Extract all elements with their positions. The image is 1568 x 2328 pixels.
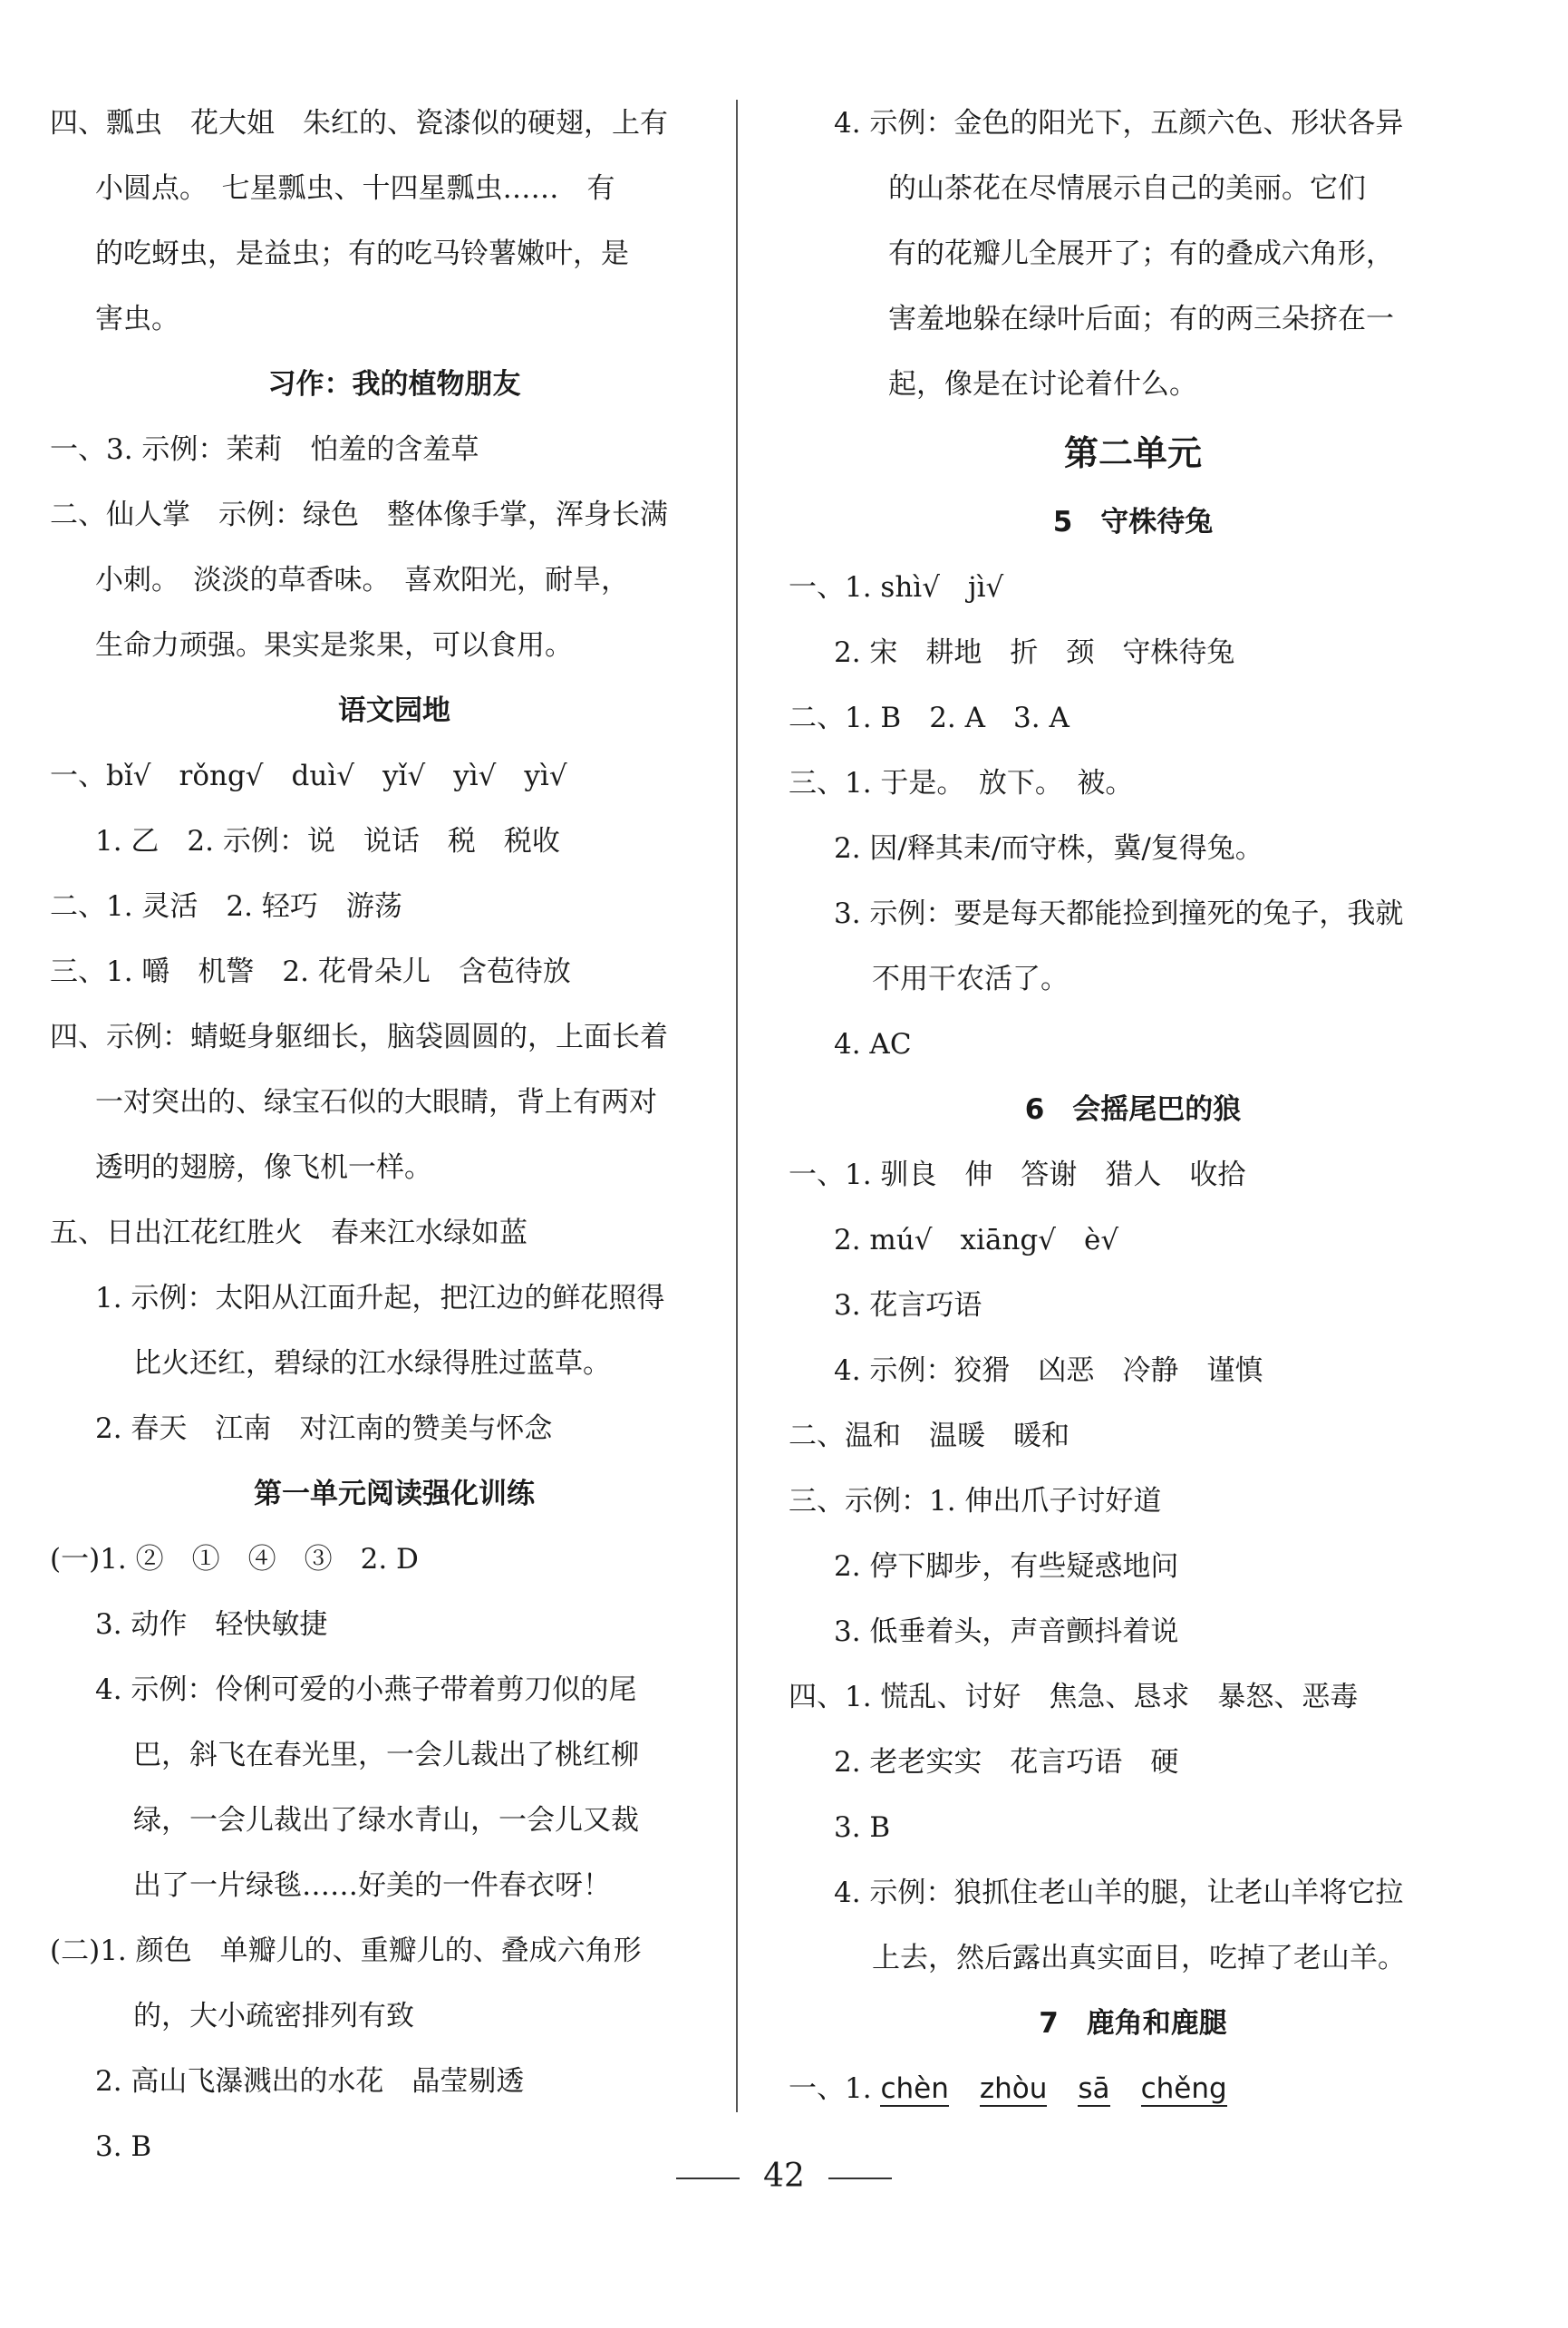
answer-line: 2. 春天 江南 对江南的赞美与怀念 (95, 1412, 553, 1445)
answer-line: 五、日出江花红胜火 春来江水绿如蓝 (50, 1217, 528, 1249)
pinyin-blank: sā (1078, 2072, 1110, 2105)
answer-line: 2. 老老实实 花言巧语 硬 (834, 1746, 1179, 1779)
answer-line: 一、1. 驯良 伸 答谢 猎人 收拾 (789, 1159, 1246, 1191)
answer-line: 上去，然后露出真实面目，吃掉了老山羊。 (872, 1942, 1406, 1974)
section-heading: 第一单元阅读强化训练 (254, 1478, 535, 1510)
answer-line: 害虫。 (95, 303, 179, 335)
left-column (50, 91, 739, 2179)
answer-line: 小刺。 淡淡的草香味。 喜欢阳光，耐旱， (95, 564, 629, 597)
answer-line: 起，像是在讨论着什么。 (888, 368, 1197, 401)
answer-line: 四、1. 慌乱、讨好 焦急、恳求 暴怒、恶毒 (789, 1681, 1359, 1713)
answer-line: 3. B (834, 1811, 891, 1844)
answer-line: 2. mú√ xiāng√ è√ (834, 1224, 1119, 1256)
answer-line: 生命力顽强。果实是浆果，可以食用。 (95, 629, 573, 662)
answer-line: 害羞地躲在绿叶后面；有的两三朵挤在一 (888, 303, 1394, 335)
answer-line: 的，大小疏密排列有致 (133, 2000, 414, 2032)
answer-line: 三、示例：1. 伸出爪子讨好道 (789, 1485, 1162, 1518)
section-heading: 5 守株待兔 (1052, 506, 1214, 538)
answer-line: 的山茶花在尽情展示自己的美丽。它们 (888, 172, 1366, 205)
answer-prefix: 一、1. (789, 2072, 881, 2105)
unit-title: 第二单元 (1063, 433, 1202, 473)
answer-line: 3. 示例：要是每天都能捡到撞死的兔子，我就 (834, 897, 1404, 930)
section-heading: 语文园地 (338, 694, 450, 727)
answer-line: 2. 宋 耕地 折 颈 守株待兔 (834, 636, 1235, 669)
answer-line: 1. 示例：太阳从江面升起，把江边的鲜花照得 (95, 1282, 665, 1314)
answer-line: 二、1. 灵活 2. 轻巧 游荡 (50, 890, 402, 923)
answer-line: 二、温和 温暖 暖和 (789, 1420, 1070, 1452)
answer-line: 3. B (95, 2130, 152, 2163)
section-heading: 7 鹿角和鹿腿 (1039, 2007, 1227, 2040)
answer-line: 小圆点。 七星瓢虫、十四星瓢虫…… 有 (95, 172, 615, 205)
footer-dash-left (676, 2178, 740, 2179)
pinyin-blank: chěng (1140, 2072, 1227, 2105)
right-column (789, 91, 1477, 2121)
answer-line: 四、示例：蜻蜓身躯细长，脑袋圆圆的，上面长着 (50, 1021, 668, 1053)
answer-line: 一、bǐ√ rǒng√ duì√ yǐ√ yì√ yì√ (50, 760, 567, 792)
answer-line: 三、1. 嚼 机警 2. 花骨朵儿 含苞待放 (50, 955, 571, 988)
pinyin-blank: zhòu (979, 2072, 1048, 2105)
answer-line: 比火还红，碧绿的江水绿得胜过蓝草。 (133, 1347, 611, 1380)
answer-line: (一)1. ② ① ④ ③ 2. D (50, 1543, 419, 1576)
answer-line: 不用干农活了。 (872, 963, 1069, 995)
answer-line: 二、1. B 2. A 3. A (789, 702, 1070, 734)
answer-line: 有的花瓣儿全展开了；有的叠成六角形， (888, 238, 1394, 270)
answer-line: 2. 因/释其耒/而守株，冀/复得兔。 (834, 832, 1263, 865)
answer-line: 的吃蚜虫，是益虫；有的吃马铃薯嫩叶，是 (95, 238, 629, 270)
answer-line: 4. AC (834, 1028, 912, 1061)
answer-line: 2. 高山飞瀑溅出的水花 晶莹剔透 (95, 2065, 525, 2098)
answer-line: 3. 低垂着头，声音颤抖着说 (834, 1615, 1179, 1648)
answer-line: 四、瓢虫 花大姐 朱红的、瓷漆似的硬翅，上有 (50, 107, 668, 140)
page-number: 42 (763, 2158, 805, 2195)
page-footer (0, 2158, 1568, 2195)
answer-line: 三、1. 于是。 放下。 被。 (789, 767, 1134, 800)
answer-line: 一、3. 示例：茉莉 怕羞的含羞草 (50, 433, 479, 466)
answer-line: 巴，斜飞在春光里，一会儿裁出了桃红柳 (133, 1739, 639, 1771)
answer-line: 4. 示例：狡猾 凶恶 冷静 谨慎 (834, 1354, 1263, 1387)
answer-line: 3. 花言巧语 (834, 1289, 982, 1322)
section-heading: 习作：我的植物朋友 (267, 368, 521, 401)
answer-line: 出了一片绿毯……好美的一件春衣呀！ (133, 1869, 611, 1902)
answer-line: 3. 动作 轻快敏捷 (95, 1608, 328, 1641)
pinyin-answer-line (789, 2056, 1477, 2121)
answer-line: 2. 停下脚步，有些疑惑地问 (834, 1550, 1179, 1583)
answer-line: 一对突出的、绿宝石似的大眼睛，背上有两对 (95, 1086, 657, 1119)
answer-line: 4. 示例：金色的阳光下，五颜六色、形状各异 (834, 107, 1404, 140)
pinyin-blank: chèn (880, 2072, 949, 2105)
answer-line: 4. 示例：伶俐可爱的小燕子带着剪刀似的尾 (95, 1673, 637, 1706)
answer-line: 绿，一会儿裁出了绿水青山，一会儿又裁 (133, 1804, 639, 1837)
answer-line: 1. 乙 2. 示例：说 说话 税 税收 (95, 825, 560, 858)
answer-line: (二)1. 颜色 单瓣儿的、重瓣儿的、叠成六角形 (50, 1935, 642, 1967)
footer-dash-right (828, 2178, 892, 2179)
answer-line: 4. 示例：狼抓住老山羊的腿，让老山羊将它拉 (834, 1877, 1404, 1909)
column-divider (736, 100, 738, 2112)
answer-line: 一、1. shì√ jì√ (789, 571, 1004, 604)
answer-line: 二、仙人掌 示例：绿色 整体像手掌，浑身长满 (50, 499, 668, 531)
answer-line: 透明的翅膀，像飞机一样。 (95, 1151, 432, 1184)
section-heading: 6 会摇尾巴的狼 (1024, 1093, 1242, 1126)
